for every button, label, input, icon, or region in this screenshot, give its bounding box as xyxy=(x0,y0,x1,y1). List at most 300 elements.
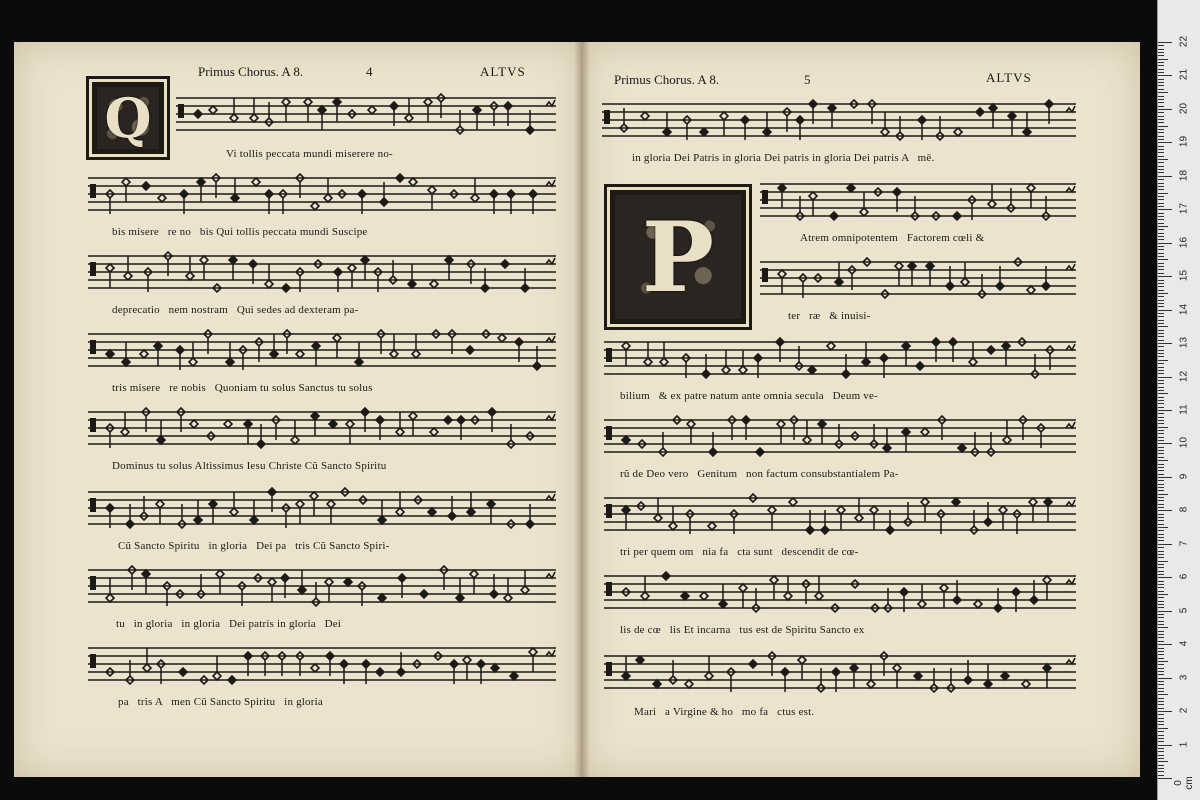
ruler-minor-tick xyxy=(1158,89,1164,90)
ruler-minor-tick xyxy=(1158,684,1164,685)
ruler-minor-tick xyxy=(1158,654,1164,655)
ruler-minor-tick xyxy=(1158,387,1164,388)
staff xyxy=(88,486,556,530)
note-head xyxy=(776,338,784,346)
ruler-minor-tick xyxy=(1158,336,1164,337)
note-head xyxy=(376,668,384,676)
ruler-minor-tick xyxy=(1158,504,1164,505)
ruler-minor-tick xyxy=(1158,273,1164,274)
note-head xyxy=(179,668,187,676)
ruler-minor-tick xyxy=(1158,323,1164,324)
note-head xyxy=(326,652,334,660)
note-head xyxy=(487,500,495,508)
ruler-minor-tick xyxy=(1158,72,1164,73)
ruler-minor-tick xyxy=(1158,99,1164,100)
clef xyxy=(606,582,612,596)
note-head xyxy=(949,338,957,346)
note-head xyxy=(789,498,797,506)
note-head xyxy=(318,106,326,114)
note-head xyxy=(918,116,926,124)
note-head xyxy=(250,114,258,122)
note-head xyxy=(806,526,814,534)
ruler-tick xyxy=(1158,343,1172,344)
ruler-minor-tick xyxy=(1158,417,1164,418)
ruler-minor-tick xyxy=(1158,758,1164,759)
note-head xyxy=(641,112,649,120)
note-head xyxy=(333,98,341,106)
staff xyxy=(760,178,1076,222)
note-head xyxy=(777,420,785,428)
note-head xyxy=(803,436,811,444)
ruler-minor-tick xyxy=(1158,698,1164,699)
lyric-line: lis de cœ lis Et incarna tus est de Spiritu Sancto ex xyxy=(620,624,865,636)
ruler-minor-tick xyxy=(1158,136,1164,137)
note-head xyxy=(190,420,198,428)
note-head xyxy=(231,194,239,202)
note-head xyxy=(106,594,114,602)
note-head xyxy=(681,592,689,600)
ruler-minor-tick xyxy=(1158,661,1168,662)
ruler-minor-tick xyxy=(1158,464,1164,465)
note-head xyxy=(398,574,406,582)
note-head xyxy=(719,600,727,608)
note-head xyxy=(533,362,541,370)
ruler-number: 17 xyxy=(1178,203,1190,215)
note-head xyxy=(984,680,992,688)
ruler-minor-tick xyxy=(1158,269,1164,270)
ruler-minor-tick xyxy=(1158,658,1164,659)
custos xyxy=(546,100,555,106)
staff xyxy=(602,98,1076,142)
ruler-minor-tick xyxy=(1158,671,1164,672)
ruler-minor-tick xyxy=(1158,397,1164,398)
staff xyxy=(88,642,556,686)
note-head xyxy=(1012,588,1020,596)
clef xyxy=(604,110,610,124)
note-head xyxy=(749,660,757,668)
ruler-minor-tick xyxy=(1158,59,1168,60)
ruler-minor-tick xyxy=(1158,413,1164,414)
ruler-minor-tick xyxy=(1158,768,1164,769)
ruler-minor-tick xyxy=(1158,172,1164,173)
note-head xyxy=(390,350,398,358)
ruler-minor-tick xyxy=(1158,116,1164,117)
ruler-minor-tick xyxy=(1158,259,1168,260)
note-head xyxy=(1042,282,1050,290)
ruler-minor-tick xyxy=(1158,474,1164,475)
staff-svg xyxy=(604,336,1076,380)
ruler-number: 22 xyxy=(1178,35,1190,48)
note-head xyxy=(329,420,337,428)
note-head xyxy=(720,112,728,120)
ruler-tick xyxy=(1158,510,1172,511)
custos xyxy=(546,650,555,656)
note-head xyxy=(1030,596,1038,604)
note-head xyxy=(798,656,806,664)
note-head xyxy=(396,428,404,436)
ruler-tick xyxy=(1158,276,1172,277)
ruler-minor-tick xyxy=(1158,226,1168,227)
right-page-number: 5 xyxy=(804,72,811,87)
clef xyxy=(90,498,96,512)
clef xyxy=(606,504,612,518)
ruler-minor-tick xyxy=(1158,223,1164,224)
ruler-minor-tick xyxy=(1158,624,1164,625)
custos xyxy=(546,414,555,420)
note-head xyxy=(515,338,523,346)
note-head xyxy=(265,280,273,288)
ruler-number: 14 xyxy=(1178,303,1190,315)
lyric-line: bis misere re no bis Qui tollis peccata mundi Suscipe xyxy=(112,226,368,238)
note-head xyxy=(778,270,786,278)
note-head xyxy=(498,334,506,342)
note-head xyxy=(296,500,304,508)
clef xyxy=(90,184,96,198)
ruler-minor-tick xyxy=(1158,370,1164,371)
ruler-tick xyxy=(1158,611,1172,612)
note-head xyxy=(1027,286,1035,294)
ruler-minor-tick xyxy=(1158,497,1164,498)
note-head xyxy=(409,178,417,186)
ruler-minor-tick xyxy=(1158,112,1164,113)
ruler-minor-tick xyxy=(1158,561,1168,562)
ruler-number: 4 xyxy=(1178,640,1190,647)
ruler-minor-tick xyxy=(1158,286,1164,287)
staff xyxy=(88,250,556,294)
ruler-number: 20 xyxy=(1178,102,1190,114)
lyric-line: Atrem omnipotentem Factorem cœli & xyxy=(800,232,985,244)
ruler-minor-tick xyxy=(1158,724,1164,725)
ruler-minor-tick xyxy=(1158,45,1164,46)
note-head xyxy=(756,448,764,456)
note-head xyxy=(705,672,713,680)
ruler-minor-tick xyxy=(1158,313,1164,314)
note-head xyxy=(770,576,778,584)
ruler-minor-tick xyxy=(1158,236,1164,237)
ruler-minor-tick xyxy=(1158,480,1164,481)
note-head xyxy=(893,188,901,196)
note-head xyxy=(827,342,835,350)
note-head xyxy=(397,668,405,676)
note-head xyxy=(194,110,202,118)
ruler-minor-tick xyxy=(1158,631,1164,632)
ruler-minor-tick xyxy=(1158,564,1164,565)
note-head xyxy=(456,594,464,602)
ruler-minor-tick xyxy=(1158,584,1164,585)
note-head xyxy=(926,262,934,270)
custos xyxy=(1066,106,1075,112)
ruler-minor-tick xyxy=(1158,755,1164,756)
ruler-number: 11 xyxy=(1178,404,1190,415)
note-head xyxy=(445,256,453,264)
lyric-line: in gloria Dei Patris in gloria Dei patris in gloria Dei patris A mē. xyxy=(632,152,935,164)
note-head xyxy=(739,366,747,374)
staff-svg xyxy=(88,642,556,686)
note-head xyxy=(663,128,671,136)
note-head xyxy=(835,278,843,286)
note-head xyxy=(361,256,369,264)
ruler-minor-tick xyxy=(1158,735,1164,736)
note-head xyxy=(470,570,478,578)
ruler-number: 18 xyxy=(1178,169,1190,181)
book-gutter xyxy=(574,42,590,777)
note-head xyxy=(940,584,948,592)
note-head xyxy=(860,208,868,216)
ruler-minor-tick xyxy=(1158,484,1164,485)
note-head xyxy=(378,516,386,524)
note-head xyxy=(270,350,278,358)
staff-svg xyxy=(604,650,1076,694)
ruler-minor-tick xyxy=(1158,457,1164,458)
ruler-tick xyxy=(1158,778,1172,779)
note-head xyxy=(1008,112,1016,120)
note-head xyxy=(964,676,972,684)
note-head xyxy=(396,174,404,182)
note-head xyxy=(893,664,901,672)
note-head xyxy=(796,116,804,124)
ruler-minor-tick xyxy=(1158,303,1164,304)
note-head xyxy=(106,264,114,272)
staff xyxy=(604,570,1076,614)
note-head xyxy=(660,358,668,366)
ruler-minor-tick xyxy=(1158,601,1164,602)
note-head xyxy=(154,342,162,350)
note-head xyxy=(809,192,817,200)
ruler-minor-tick xyxy=(1158,196,1164,197)
note-head xyxy=(507,190,515,198)
note-head xyxy=(784,592,792,600)
ruler-minor-tick xyxy=(1158,460,1168,461)
decorated-initial-p: P xyxy=(604,184,752,330)
note-head xyxy=(739,584,747,592)
note-head xyxy=(444,416,452,424)
ruler-minor-tick xyxy=(1158,400,1164,401)
note-head xyxy=(257,440,265,448)
note-head xyxy=(781,668,789,676)
note-head xyxy=(1023,128,1031,136)
note-head xyxy=(855,514,863,522)
ruler-minor-tick xyxy=(1158,246,1164,247)
ruler-minor-tick xyxy=(1158,641,1164,642)
ruler-minor-tick xyxy=(1158,524,1164,525)
note-head xyxy=(908,262,916,270)
ruler-minor-tick xyxy=(1158,152,1164,153)
note-head xyxy=(529,648,537,656)
staff-svg xyxy=(760,256,1076,300)
ruler-minor-tick xyxy=(1158,430,1164,431)
note-head xyxy=(918,600,926,608)
clef xyxy=(606,348,612,362)
ruler-tick xyxy=(1158,644,1172,645)
note-head xyxy=(742,416,750,424)
note-head xyxy=(224,420,232,428)
note-head xyxy=(708,522,716,530)
note-head xyxy=(396,508,404,516)
ruler-minor-tick xyxy=(1158,367,1164,368)
ruler-minor-tick xyxy=(1158,527,1168,528)
ruler-minor-tick xyxy=(1158,233,1164,234)
ruler-number: 7 xyxy=(1178,540,1190,547)
ruler-minor-tick xyxy=(1158,567,1164,568)
note-head xyxy=(250,516,258,524)
right-page-voice: ALTVS xyxy=(986,70,1032,85)
left-page-header: Primus Chorus. A 8. xyxy=(198,64,304,79)
ruler-minor-tick xyxy=(1158,353,1164,354)
note-head xyxy=(702,370,710,378)
note-head xyxy=(961,278,969,286)
lyric-line: ter ræ & inuisi- xyxy=(788,310,871,322)
note-head xyxy=(376,416,384,424)
ruler-minor-tick xyxy=(1158,490,1164,491)
ruler-minor-tick xyxy=(1158,126,1168,127)
note-head xyxy=(880,354,888,362)
ruler-number: 2 xyxy=(1178,707,1190,714)
ruler-minor-tick xyxy=(1158,668,1164,669)
custos xyxy=(546,258,555,264)
note-head xyxy=(830,212,838,220)
ruler-number: 0 cm xyxy=(1173,776,1195,790)
ruler-minor-tick xyxy=(1158,420,1164,421)
ruler-minor-tick xyxy=(1158,718,1164,719)
note-head xyxy=(268,488,276,496)
custos xyxy=(1066,264,1075,270)
ruler-minor-tick xyxy=(1158,373,1164,374)
note-head xyxy=(902,342,910,350)
note-head xyxy=(867,680,875,688)
note-head xyxy=(1043,576,1051,584)
ruler-minor-tick xyxy=(1158,139,1164,140)
note-head xyxy=(954,128,962,136)
lyric-line: tu in gloria in gloria Dei patris in gloria Dei xyxy=(116,618,342,630)
staff xyxy=(88,406,556,450)
ruler-minor-tick xyxy=(1158,637,1164,638)
ruler-minor-tick xyxy=(1158,219,1164,220)
note-head xyxy=(430,280,438,288)
note-head xyxy=(106,350,114,358)
note-head xyxy=(870,506,878,514)
lyric-line: pa tris A men Cũ Sancto Spiritu in gloria xyxy=(118,696,323,708)
ruler-tick xyxy=(1158,142,1172,143)
ruler-minor-tick xyxy=(1158,106,1164,107)
note-head xyxy=(430,428,438,436)
note-head xyxy=(244,420,252,428)
note-head xyxy=(304,98,312,106)
ruler-minor-tick xyxy=(1158,239,1164,240)
ruler-minor-tick xyxy=(1158,119,1164,120)
ruler-minor-tick xyxy=(1158,393,1168,394)
ruler-minor-tick xyxy=(1158,306,1164,307)
custos xyxy=(1066,500,1075,506)
note-head xyxy=(958,444,966,452)
staff-svg xyxy=(88,406,556,450)
note-head xyxy=(281,574,289,582)
note-head xyxy=(333,334,341,342)
ruler-minor-tick xyxy=(1158,607,1164,608)
note-head xyxy=(466,346,474,354)
clef xyxy=(90,340,96,354)
ruler-tick xyxy=(1158,42,1172,43)
ruler-minor-tick xyxy=(1158,189,1164,190)
note-head xyxy=(526,126,534,134)
note-head xyxy=(325,578,333,586)
ruler-minor-tick xyxy=(1158,433,1164,434)
ruler-minor-tick xyxy=(1158,249,1164,250)
note-head xyxy=(424,98,432,106)
note-head xyxy=(213,672,221,680)
note-head xyxy=(932,338,940,346)
note-head xyxy=(180,190,188,198)
ruler-number: 8 xyxy=(1178,507,1190,513)
clef xyxy=(606,426,612,440)
note-head xyxy=(361,408,369,416)
ruler-minor-tick xyxy=(1158,216,1164,217)
ruler-minor-tick xyxy=(1158,169,1164,170)
ruler-minor-tick xyxy=(1158,156,1164,157)
note-head xyxy=(886,526,894,534)
staff-svg xyxy=(604,492,1076,536)
note-head xyxy=(324,194,332,202)
note-head xyxy=(741,116,749,124)
ruler-minor-tick xyxy=(1158,132,1164,133)
decorated-initial-q: Q xyxy=(86,76,170,160)
note-head xyxy=(984,518,992,526)
ruler-minor-tick xyxy=(1158,166,1164,167)
note-head xyxy=(346,420,354,428)
note-head xyxy=(662,572,670,580)
ruler-minor-tick xyxy=(1158,49,1164,50)
note-head xyxy=(226,358,234,366)
measuring-ruler xyxy=(1157,0,1200,800)
ruler-minor-tick xyxy=(1158,159,1168,160)
ruler-minor-tick xyxy=(1158,621,1164,622)
ruler-number: 1 xyxy=(1178,741,1190,747)
ruler-minor-tick xyxy=(1158,256,1164,257)
staff xyxy=(604,650,1076,694)
ruler-tick xyxy=(1158,377,1172,378)
note-head xyxy=(902,428,910,436)
ruler-minor-tick xyxy=(1158,179,1164,180)
lyric-line: Cũ Sancto Spiritu in gloria Dei pa tris Cũ Sancto Spiri- xyxy=(118,540,390,552)
ruler-minor-tick xyxy=(1158,390,1164,391)
note-head xyxy=(914,672,922,680)
staff xyxy=(604,336,1076,380)
note-head xyxy=(296,350,304,358)
note-head xyxy=(473,106,481,114)
clef xyxy=(762,190,768,204)
ruler-minor-tick xyxy=(1158,494,1168,495)
note-head xyxy=(405,114,413,122)
ruler-minor-tick xyxy=(1158,721,1164,722)
note-head xyxy=(900,588,908,596)
note-head xyxy=(916,362,924,370)
note-head xyxy=(687,420,695,428)
note-head xyxy=(408,280,416,288)
note-head xyxy=(228,676,236,684)
ruler-number: 5 xyxy=(1178,607,1190,613)
ruler-minor-tick xyxy=(1158,453,1164,454)
note-head xyxy=(197,178,205,186)
staff-svg xyxy=(88,486,556,530)
note-head xyxy=(850,664,858,672)
ruler-tick xyxy=(1158,443,1172,444)
ruler-minor-tick xyxy=(1158,383,1164,384)
note-head xyxy=(467,508,475,516)
note-head xyxy=(362,660,370,668)
ruler-minor-tick xyxy=(1158,704,1164,705)
note-head xyxy=(953,596,961,604)
note-head xyxy=(348,264,356,272)
note-head xyxy=(1003,436,1011,444)
